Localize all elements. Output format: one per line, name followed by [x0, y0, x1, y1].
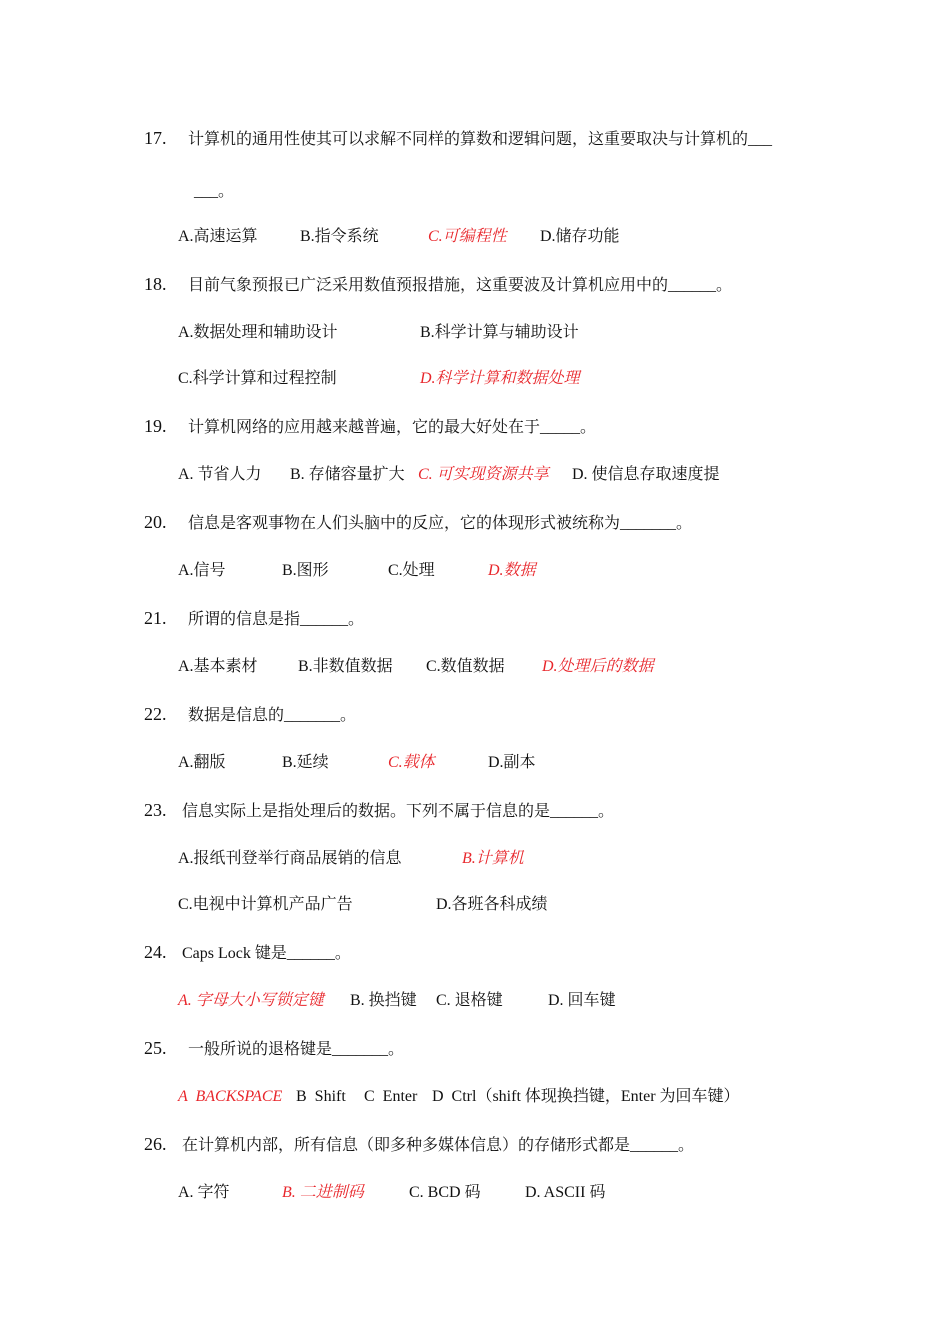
option-c: C.数值数据 [426, 658, 505, 675]
question-text: 一般所说的退格键是_______。 [188, 1041, 405, 1058]
question-text: 计算机的通用性使其可以求解不同样的算数和逻辑问题，这重要取决与计算机的___ [188, 131, 773, 148]
option-c: C.电视中计算机产品广告 [178, 896, 353, 913]
options-19 [178, 465, 720, 485]
option-b-answer: B. 二进制码 [282, 1184, 364, 1201]
question-text: 在计算机内部，所有信息（即多种多媒体信息）的存储形式都是______。 [182, 1137, 695, 1154]
question-23 [144, 800, 614, 822]
option-d: D. 回车键 [548, 992, 616, 1009]
option-b: B Shift [296, 1088, 346, 1105]
option-a: A. 节省人力 [178, 466, 262, 483]
question-text: 信息实际上是指处理后的数据。下列不属于信息的是______。 [182, 803, 615, 820]
question-number: 25. [144, 1038, 167, 1058]
question-number: 18. [144, 274, 167, 294]
option-a: A.信号 [178, 562, 226, 579]
option-a-answer: A BACKSPACE [178, 1088, 283, 1105]
option-a-answer: A. 字母大小写锁定键 [178, 992, 324, 1009]
option-b-answer: B.计算机 [462, 850, 524, 867]
question-text: 数据是信息的_______。 [188, 707, 357, 724]
options-18-row1 [178, 323, 579, 343]
option-b: B.指令系统 [300, 228, 379, 245]
question-22 [144, 704, 356, 726]
option-c: C. 退格键 [436, 992, 503, 1009]
question-17-continuation: ___。 [194, 183, 235, 200]
question-text: 信息是客观事物在人们头脑中的反应，它的体现形式被统称为_______。 [188, 515, 693, 532]
options-22 [178, 753, 536, 773]
option-c-answer: C.可编程性 [428, 228, 507, 245]
question-number: 17. [144, 128, 167, 148]
option-a: A. 字符 [178, 1184, 230, 1201]
option-a: A.数据处理和辅助设计 [178, 324, 338, 341]
option-d-answer: D.数据 [488, 562, 536, 579]
option-d: D.副本 [488, 754, 536, 771]
option-c: C.科学计算和过程控制 [178, 370, 337, 387]
option-a: A.报纸刊登举行商品展销的信息 [178, 850, 402, 867]
option-c-answer: C.载体 [388, 754, 435, 771]
option-d: D.各班各科成绩 [436, 896, 548, 913]
options-26 [178, 1183, 605, 1203]
option-a: A.高速运算 [178, 228, 258, 245]
option-b: B.延续 [282, 754, 329, 771]
option-d-answer: D.科学计算和数据处理 [420, 370, 580, 387]
question-25 [144, 1038, 404, 1060]
question-text: Caps Lock 键是______。 [182, 945, 351, 962]
options-20 [178, 561, 536, 581]
question-19 [144, 416, 596, 438]
options-21 [178, 657, 654, 677]
option-d: D Ctrl [432, 1088, 477, 1105]
option-c: C.处理 [388, 562, 435, 579]
option-d: D.储存功能 [540, 228, 620, 245]
question-20 [144, 512, 692, 534]
options-25 [178, 1087, 740, 1107]
options-18-row2 [178, 369, 580, 389]
question-text: 计算机网络的应用越来越普遍，它的最大好处在于_____。 [188, 419, 597, 436]
options-23-row2 [178, 895, 548, 915]
option-c: C. BCD 码 [409, 1184, 481, 1201]
option-b: B. 存储容量扩大 [290, 466, 405, 483]
question-number: 20. [144, 512, 167, 532]
question-number: 19. [144, 416, 167, 436]
option-c-answer: C. 可实现资源共享 [418, 466, 549, 483]
question-21 [144, 608, 364, 630]
option-a: A.基本素材 [178, 658, 258, 675]
question-number: 24. [144, 942, 167, 962]
option-d-answer: D.处理后的数据 [542, 658, 654, 675]
question-number: 22. [144, 704, 167, 724]
options-17 [178, 227, 620, 247]
question-number: 23. [144, 800, 167, 820]
question-24 [144, 942, 351, 964]
option-d: D. 使信息存取速度提 [572, 466, 720, 483]
question-number: 21. [144, 608, 167, 628]
option-b: B.非数值数据 [298, 658, 393, 675]
option-b: B. 换挡键 [350, 992, 417, 1009]
question-26 [144, 1134, 694, 1156]
question-text: 所谓的信息是指______。 [188, 611, 365, 628]
question-18 [144, 274, 732, 296]
option-d: D. ASCII 码 [525, 1184, 606, 1201]
option-c: C Enter [364, 1088, 418, 1105]
question-number: 26. [144, 1134, 167, 1154]
question-text: 目前气象预报已广泛采用数值预报措施，这重要波及计算机应用中的______。 [188, 277, 733, 294]
options-24 [178, 991, 616, 1011]
option-note: （shift 体现换挡键，Enter 为回车键） [476, 1088, 740, 1105]
option-b: B.图形 [282, 562, 329, 579]
options-23-row1 [178, 849, 524, 869]
question-17 [144, 128, 772, 150]
option-a: A.翻版 [178, 754, 226, 771]
option-b: B.科学计算与辅助设计 [420, 324, 579, 341]
